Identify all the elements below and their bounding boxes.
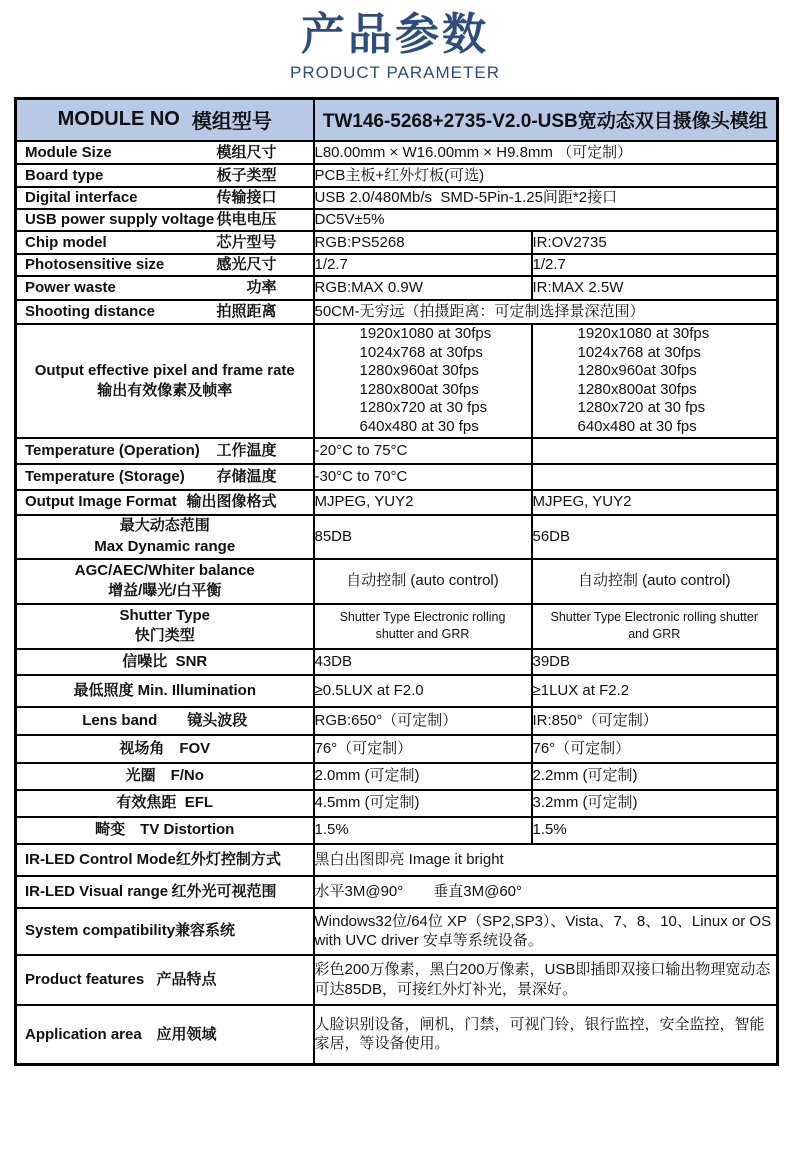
label-zh-chip-model: 芯片型号 <box>216 233 277 251</box>
label-zh-shooting-distance: 拍照距离 <box>216 303 277 321</box>
value-shutter-type-rgb: Shutter Type Electronic rolling shutter and GRR <box>314 604 532 649</box>
label-en-product-features: Product features <box>25 970 145 988</box>
module-no-en: MODULE NO <box>57 108 180 131</box>
label-line2-output-pixel-framerate: 输出有效像素及帧率 <box>97 381 233 399</box>
label-zh-temperature-operation: 工作温度 <box>216 441 277 459</box>
value-usb-power-voltage: DC5V±5% <box>314 209 778 231</box>
row-chip-model <box>16 231 778 254</box>
row-shooting-distance <box>16 300 778 324</box>
row-agc-aec-white-balance <box>16 559 778 604</box>
row-system-compatibility <box>16 908 778 955</box>
resolution-line: 1024x768 at 30fps <box>359 343 483 361</box>
label-en-photosensitive-size: Photosensitive size <box>25 256 165 274</box>
label-power-waste <box>16 276 314 300</box>
value-lens-band-rgb: RGB:650°（可定制） <box>314 707 532 735</box>
value-f-no-ir: 2.2mm (可定制) <box>532 763 778 790</box>
label-agc-aec-white-balance <box>16 559 314 604</box>
module-no-header-cell <box>16 98 314 141</box>
resolution-line: 1280x800at 30fps <box>577 380 697 398</box>
label-fov <box>16 735 314 763</box>
row-output-pixel-framerate <box>16 324 778 438</box>
value-power-waste-ir: IR:MAX 2.5W <box>532 276 778 300</box>
label-zh-usb-power-voltage: 供电电压 <box>216 211 277 229</box>
label-ir-led-control-mode <box>16 844 314 876</box>
row-tv-distortion <box>16 817 778 844</box>
row-ir-led-control-mode <box>16 844 778 876</box>
label-en-usb-power-voltage: USB power supply voltage <box>25 211 215 229</box>
row-max-dynamic-range <box>16 515 778 559</box>
value-module-size: L80.00mm × W16.00mm × H9.8mm （可定制） <box>314 141 778 164</box>
module-no-value-cell <box>314 98 778 141</box>
label-line1-shutter-type: Shutter Type <box>119 606 211 624</box>
label-zh-temperature-storage: 存储温度 <box>216 467 277 485</box>
label-en-shooting-distance: Shooting distance <box>25 303 156 321</box>
label-en-module-size: Module Size <box>25 143 112 161</box>
row-output-image-format <box>16 490 778 515</box>
label-zh-output-image-format: 输出图像格式 <box>186 493 277 511</box>
value-board-type: PCB主板+红外灯板(可选) <box>314 164 778 187</box>
label-zh-board-type: 板子类型 <box>216 166 277 184</box>
row-temperature-operation <box>16 438 778 464</box>
row-usb-power-voltage <box>16 209 778 231</box>
label-en-temperature-operation: Temperature (Operation) <box>25 441 200 459</box>
spec-table-body <box>16 141 778 1065</box>
label-text-fov: 视场角 FOV <box>119 739 211 757</box>
resolution-line: 1280x720 at 30 fps <box>577 399 706 417</box>
label-max-dynamic-range <box>16 515 314 559</box>
label-snr <box>16 649 314 675</box>
label-text-min-illumination: 最低照度 Min. Illumination <box>73 681 256 699</box>
row-fov <box>16 735 778 763</box>
value-fov-ir: 76°（可定制） <box>532 735 778 763</box>
label-application-area <box>16 1005 314 1065</box>
value-shooting-distance: 50CM-无穷远（拍摄距离：可定制选择景深范围） <box>314 300 778 324</box>
page-subtitle: PRODUCT PARAMETER <box>289 62 500 82</box>
label-en-power-waste: Power waste <box>25 279 116 297</box>
label-text-tv-distortion: 畸变 TV Distortion <box>95 821 235 839</box>
value-min-illumination-rgb: ≥0.5LUX at F2.0 <box>314 675 532 707</box>
value-ir-led-control-mode: 黑白出图即亮 Image it bright <box>314 844 778 876</box>
value-chip-model-ir: IR:OV2735 <box>532 231 778 254</box>
label-line1-agc-aec-white-balance: AGC/AEC/Whiter balance <box>74 561 255 579</box>
row-efl <box>16 790 778 817</box>
resolution-line: 1920x1080 at 30fps <box>359 325 492 343</box>
label-en-application-area: Application area <box>25 1025 142 1043</box>
row-min-illumination <box>16 675 778 707</box>
resolution-line: 1280x960at 30fps <box>577 362 697 380</box>
value-tv-distortion-rgb: 1.5% <box>314 817 532 844</box>
label-output-image-format <box>16 490 314 515</box>
row-product-features <box>16 955 778 1005</box>
row-photosensitive-size <box>16 254 778 276</box>
value-photosensitive-size-ir: 1/2.7 <box>532 254 778 276</box>
value-power-waste-rgb: RGB:MAX 0.9W <box>314 276 532 300</box>
label-zh-photosensitive-size: 感光尺寸 <box>216 256 277 274</box>
value-f-no-rgb: 2.0mm (可定制) <box>314 763 532 790</box>
row-shutter-type <box>16 604 778 649</box>
resolution-line: 1024x768 at 30fps <box>577 343 701 361</box>
label-text-efl: 有效焦距 EFL <box>116 794 214 812</box>
value-output-pixel-framerate-rgb <box>314 324 532 438</box>
value-efl-rgb: 4.5mm (可定制) <box>314 790 532 817</box>
row-digital-interface <box>16 187 778 209</box>
module-no-zh: 模组型号 <box>191 111 272 134</box>
value-snr-ir: 39DB <box>532 649 778 675</box>
label-f-no <box>16 763 314 790</box>
resolution-line: 1280x800at 30fps <box>359 380 479 398</box>
resolution-line: 640x480 at 30 fps <box>577 418 697 436</box>
label-temperature-storage <box>16 464 314 490</box>
label-line2-max-dynamic-range: Max Dynamic range <box>94 537 236 555</box>
label-en-ir-led-control-mode: IR-LED Control Mode <box>25 850 176 868</box>
label-line2-agc-aec-white-balance: 增益/曝光/白平衡 <box>108 582 222 600</box>
label-en-digital-interface: Digital interface <box>25 189 138 207</box>
label-product-features <box>16 955 314 1005</box>
label-zh-module-size: 模组尺寸 <box>216 143 277 161</box>
label-ir-led-visual-range <box>16 876 314 908</box>
label-en-board-type: Board type <box>25 166 104 184</box>
label-shooting-distance <box>16 300 314 324</box>
value-temperature-storage-ir <box>532 464 778 490</box>
value-output-pixel-framerate-ir <box>532 324 778 438</box>
row-module-size <box>16 141 778 164</box>
label-text-lens-band: Lens band 镜头波段 <box>82 711 248 729</box>
label-line1-max-dynamic-range: 最大动态范围 <box>119 517 210 535</box>
label-usb-power-voltage <box>16 209 314 231</box>
module-no-value: TW146-5268+2735-V2.0-USB宽动态双目摄像头模组 <box>322 111 768 133</box>
label-zh-product-features: 产品特点 <box>156 970 217 988</box>
page-title: 产品参数 <box>301 10 489 59</box>
value-max-dynamic-range-ir: 56DB <box>532 515 778 559</box>
value-digital-interface: USB 2.0/480Mb/s SMD-5Pin-1.25间距*2接口 <box>314 187 778 209</box>
value-snr-rgb: 43DB <box>314 649 532 675</box>
value-ir-led-visual-range: 水平3M@90° 垂直3M@60° <box>314 876 778 908</box>
label-photosensitive-size <box>16 254 314 276</box>
value-lens-band-ir: IR:850°（可定制） <box>532 707 778 735</box>
label-en-system-compatibility: System compatibility <box>25 922 176 940</box>
label-en-output-image-format: Output Image Format <box>25 493 177 511</box>
value-max-dynamic-range-rgb: 85DB <box>314 515 532 559</box>
row-f-no <box>16 763 778 790</box>
value-temperature-operation-rgb: -20°C to 75°C <box>314 438 532 464</box>
label-text-f-no: 光圈 F/No <box>125 767 204 785</box>
value-shutter-type-ir: Shutter Type Electronic rolling shutter and GRR <box>532 604 778 649</box>
label-board-type <box>16 164 314 187</box>
value-efl-ir: 3.2mm (可定制) <box>532 790 778 817</box>
label-zh-digital-interface: 传输接口 <box>216 189 277 207</box>
label-zh-ir-led-visual-range: 红外光可视范围 <box>171 882 277 900</box>
row-snr <box>16 649 778 675</box>
value-temperature-storage-rgb: -30°C to 70°C <box>314 464 532 490</box>
row-ir-led-visual-range <box>16 876 778 908</box>
value-output-image-format-rgb: MJPEG, YUY2 <box>314 490 532 515</box>
value-fov-rgb: 76°（可定制） <box>314 735 532 763</box>
label-efl <box>16 790 314 817</box>
spec-table <box>14 97 779 1067</box>
row-temperature-storage <box>16 464 778 490</box>
label-text-snr: 信噪比 SNR <box>122 652 208 670</box>
value-product-features: 彩色200万像素，黑白200万像素，USB即插即双接口输出物理宽动态可达85DB，可接红外灯补光，景深好。 <box>314 955 778 1005</box>
label-module-size <box>16 141 314 164</box>
value-application-area: 人脸识别设备，闸机，门禁，可视门铃，银行监控，安全监控，智能家居，等设备使用。 <box>314 1005 778 1065</box>
row-lens-band <box>16 707 778 735</box>
label-tv-distortion <box>16 817 314 844</box>
label-line2-shutter-type: 快门类型 <box>134 627 195 645</box>
label-en-temperature-storage: Temperature (Storage) <box>25 467 185 485</box>
value-chip-model-rgb: RGB:PS5268 <box>314 231 532 254</box>
label-shutter-type <box>16 604 314 649</box>
label-min-illumination <box>16 675 314 707</box>
value-tv-distortion-ir: 1.5% <box>532 817 778 844</box>
label-temperature-operation <box>16 438 314 464</box>
row-board-type <box>16 164 778 187</box>
label-output-pixel-framerate <box>16 324 314 438</box>
resolution-line: 1280x720 at 30 fps <box>359 399 488 417</box>
spec-header-row <box>16 98 778 141</box>
label-lens-band <box>16 707 314 735</box>
label-zh-application-area: 应用领域 <box>156 1025 217 1043</box>
label-chip-model <box>16 231 314 254</box>
label-zh-system-compatibility: 兼容系统 <box>175 922 236 940</box>
resolution-line: 1920x1080 at 30fps <box>577 325 710 343</box>
label-zh-power-waste: 功率 <box>246 279 277 297</box>
value-photosensitive-size-rgb: 1/2.7 <box>314 254 532 276</box>
label-en-ir-led-visual-range: IR-LED Visual range <box>25 882 169 900</box>
label-zh-ir-led-control-mode: 红外灯控制方式 <box>175 850 281 868</box>
module-no-header-label <box>17 105 313 134</box>
value-agc-aec-white-balance-ir: 自动控制 (auto control) <box>532 559 778 604</box>
row-application-area <box>16 1005 778 1065</box>
value-output-image-format-ir: MJPEG, YUY2 <box>532 490 778 515</box>
label-digital-interface <box>16 187 314 209</box>
resolution-line: 1280x960at 30fps <box>359 362 479 380</box>
value-system-compatibility: Windows32位/64位 XP（SP2,SP3）、Vista、7、8、10、Linux or OS with UVC driver 安卓等系统设备。 <box>314 908 778 955</box>
label-en-chip-model: Chip model <box>25 233 107 251</box>
value-min-illumination-ir: ≥1LUX at F2.2 <box>532 675 778 707</box>
label-line1-output-pixel-framerate: Output effective pixel and frame rate <box>34 361 295 379</box>
resolution-line: 640x480 at 30 fps <box>359 418 479 436</box>
row-power-waste <box>16 276 778 300</box>
value-agc-aec-white-balance-rgb: 自动控制 (auto control) <box>314 559 532 604</box>
label-system-compatibility <box>16 908 314 955</box>
value-temperature-operation-ir <box>532 438 778 464</box>
